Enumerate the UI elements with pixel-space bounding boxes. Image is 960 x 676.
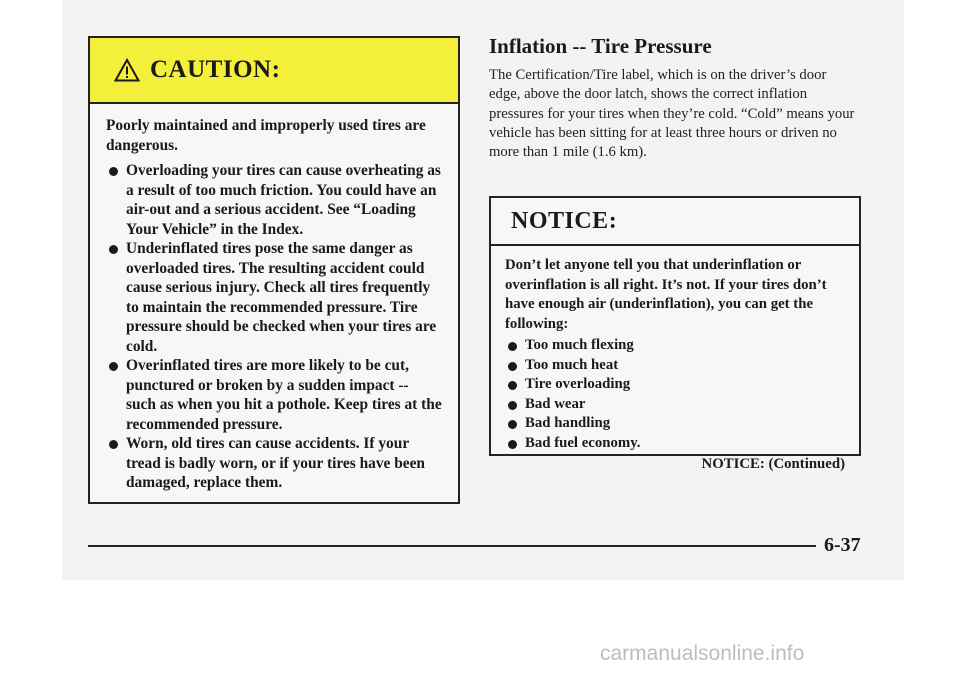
notice-header <box>491 198 859 246</box>
caution-body <box>90 104 458 493</box>
page-number: 6-37 <box>824 534 861 556</box>
notice-intro: Don’t let anyone tell you that underinflation or overinflation is all right. It’s not. If your tires don’t have enough air (underinflation), you can get the following: <box>505 257 827 332</box>
list-item: Bad wear <box>505 395 845 415</box>
inflation-text: The Certification/Tire label, which is on the driver’s door edge, above the door latch, shows the correct inflation pressures for your tires when they’re cold. “Cold” means your vehicle has been sitting for at least three hours or driven no more than 1 mile (1.6 km). <box>489 67 855 161</box>
bullet-icon <box>508 401 517 410</box>
caution-header <box>90 38 458 104</box>
notice-box <box>489 196 861 472</box>
bullet-icon <box>109 245 118 254</box>
list-item: Too much heat <box>505 356 845 376</box>
bullet-icon <box>109 440 118 449</box>
bullet-icon <box>508 440 517 449</box>
caution-box <box>88 36 460 504</box>
list-item: Tire overloading <box>505 375 845 395</box>
footer-watermark: carmanualsonline.info <box>600 642 805 665</box>
caution-title: CAUTION: <box>150 56 281 83</box>
bullet-icon <box>109 167 118 176</box>
list-item: Overloading your tires can cause overheating as a result of too much friction. You could have an air-out and a serious accident. See “Loading Your Vehicle” in the Index. <box>106 161 442 239</box>
warning-triangle-icon <box>114 58 140 82</box>
bullet-icon <box>508 381 517 390</box>
footer-rule <box>88 545 816 547</box>
notice-body <box>491 246 859 475</box>
bullet-icon <box>109 362 118 371</box>
bullet-icon <box>508 420 517 429</box>
list-item: Worn, old tires can cause accidents. If your tread is badly worn, or if your tires have been damaged, replace them. <box>106 434 442 493</box>
caution-list <box>106 161 442 493</box>
inflation-heading: Inflation -- Tire Pressure <box>489 34 712 58</box>
bullet-icon <box>508 362 517 371</box>
bullet-icon <box>508 342 517 351</box>
list-item: Bad handling <box>505 414 845 434</box>
list-item: Bad fuel economy. <box>505 434 845 454</box>
notice-title: NOTICE: <box>511 207 618 234</box>
list-item: Underinflated tires pose the same danger as overloaded tires. The resulting accident could cause serious injury. Check all tires frequently to maintain the recommended pressure. Tire pressure should be checked when your tires are cold. <box>106 239 442 356</box>
list-item: Too much flexing <box>505 336 845 356</box>
notice-continued: NOTICE: (Continued) <box>701 456 845 472</box>
notice-list <box>505 336 845 453</box>
caution-intro: Poorly maintained and improperly used tires are dangerous. <box>106 117 426 154</box>
list-item: Overinflated tires are more likely to be cut, punctured or broken by a sudden impact -- such as when you hit a pothole. Keep tires at the recommended pressure. <box>106 356 442 434</box>
